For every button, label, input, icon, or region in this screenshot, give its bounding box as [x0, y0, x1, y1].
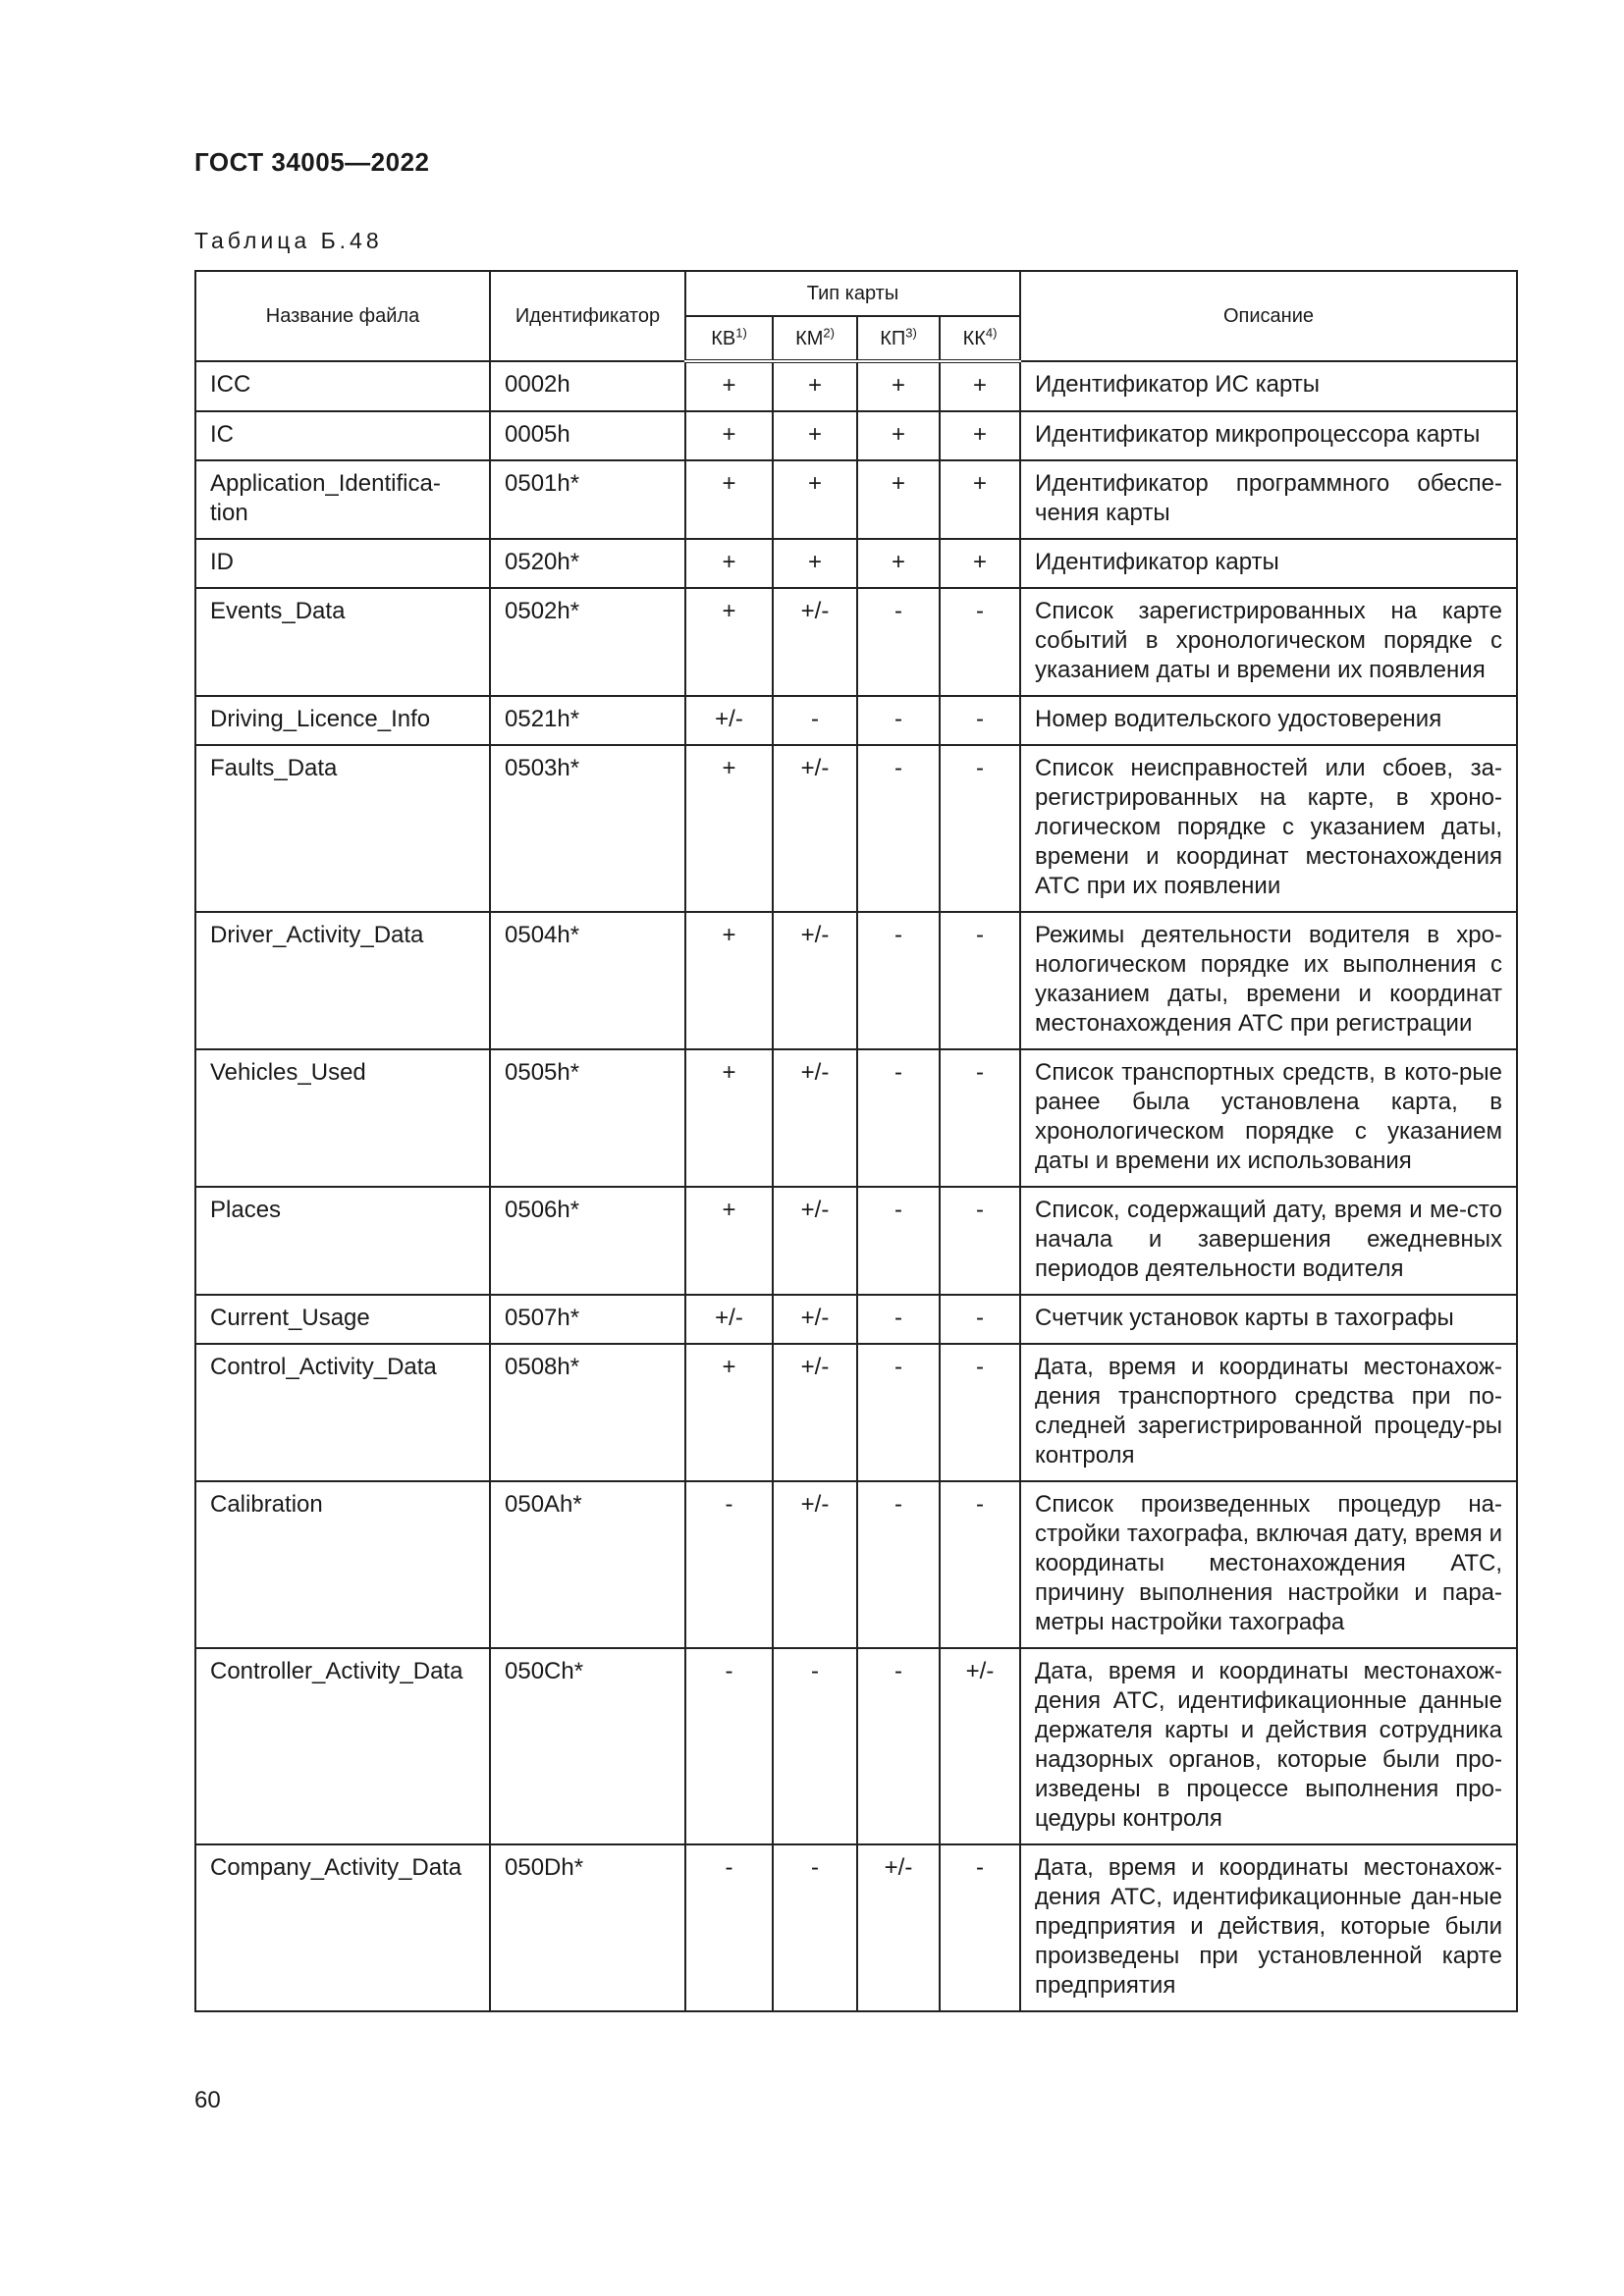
cell-description: Дата, время и координаты местонахож-дения транспортного средства при по-следней зарегистрированной процеду-ры контроля	[1020, 1344, 1517, 1481]
cell-kv: +	[685, 1187, 773, 1295]
cell-kp: +	[857, 361, 940, 411]
header-kv-footnote: 1)	[735, 324, 747, 340]
table-row	[195, 1049, 1517, 1187]
table-row	[195, 411, 1517, 460]
cell-description: Режимы деятельности водителя в хро-нологическом порядке их выполнения с указанием даты, времени и координат местонахождения АТС при регистрации	[1020, 912, 1517, 1049]
cell-description: Список транспортных средств, в кото-рые ранее была установлена карта, в хронологическом порядке с указанием даты и времени их использования	[1020, 1049, 1517, 1187]
cell-file-name: Application_Identifica-tion	[195, 460, 490, 539]
cell-kk: -	[940, 1344, 1020, 1481]
cell-kp: -	[857, 1295, 940, 1344]
cell-description: Дата, время и координаты местонахож-дения АТС, идентификационные дан-ные предприятия и действия, которые были произведены при установленной карте предприятия	[1020, 1844, 1517, 2011]
cell-km: -	[773, 1844, 857, 2011]
cell-file-name: Company_Activity_Data	[195, 1844, 490, 2011]
cell-km: -	[773, 1648, 857, 1844]
cell-km: +	[773, 460, 857, 539]
cell-kk: +/-	[940, 1648, 1020, 1844]
table-row	[195, 1187, 1517, 1295]
cell-identifier: 050Ch*	[490, 1648, 685, 1844]
header-kk	[940, 316, 1020, 361]
header-kp-footnote: 3)	[905, 324, 917, 340]
cell-kp: +	[857, 411, 940, 460]
table-row	[195, 696, 1517, 745]
cell-description: Счетчик установок карты в тахографы	[1020, 1295, 1517, 1344]
cell-file-name: IC	[195, 411, 490, 460]
cell-identifier: 0502h*	[490, 588, 685, 696]
cell-identifier: 0508h*	[490, 1344, 685, 1481]
cell-file-name: Controller_Activity_Data	[195, 1648, 490, 1844]
cell-description: Идентификатор ИС карты	[1020, 361, 1517, 411]
cell-description: Список зарегистрированных на карте событий в хронологическом порядке с указанием даты и времени их появления	[1020, 588, 1517, 696]
header-km-label: КМ	[795, 327, 824, 349]
cell-identifier: 050Ah*	[490, 1481, 685, 1648]
cell-kk: +	[940, 539, 1020, 588]
cell-kk: +	[940, 460, 1020, 539]
cell-kp: +/-	[857, 1844, 940, 2011]
cell-kk: -	[940, 1187, 1020, 1295]
table-caption: Таблица Б.48	[194, 228, 383, 253]
cell-km: +/-	[773, 1344, 857, 1481]
cell-kk: -	[940, 1844, 1020, 2011]
cell-kp: -	[857, 745, 940, 912]
cell-kv: +	[685, 1344, 773, 1481]
cell-kp: -	[857, 1049, 940, 1187]
cell-km: -	[773, 696, 857, 745]
table-row	[195, 539, 1517, 588]
table-row	[195, 1648, 1517, 1844]
cell-description: Дата, время и координаты местонахож-дения АТС, идентификационные данные держателя карты и действия сотрудника надзорных органов, которые были про-изведены в процессе выполнения про-цедуры контроля	[1020, 1648, 1517, 1844]
cell-kk: -	[940, 745, 1020, 912]
header-kk-label: КК	[962, 327, 986, 349]
header-kv	[685, 316, 773, 361]
cell-file-name: Calibration	[195, 1481, 490, 1648]
cell-kv: -	[685, 1648, 773, 1844]
cell-kk: -	[940, 1049, 1020, 1187]
header-km-footnote: 2)	[823, 324, 835, 340]
cell-km: +/-	[773, 588, 857, 696]
cell-file-name: Control_Activity_Data	[195, 1344, 490, 1481]
cell-km: +	[773, 361, 857, 411]
cell-kp: +	[857, 539, 940, 588]
cell-description: Список неисправностей или сбоев, за-регистрированных на карте, в хроно-логическом порядке с указанием даты, времени и координат местонахождения АТС при их появлении	[1020, 745, 1517, 912]
header-description: Описание	[1020, 271, 1517, 361]
table-row	[195, 1295, 1517, 1344]
header-card-type: Тип карты	[685, 271, 1020, 316]
cell-km: +/-	[773, 912, 857, 1049]
cell-kv: +	[685, 745, 773, 912]
cell-file-name: Current_Usage	[195, 1295, 490, 1344]
cell-kk: -	[940, 1295, 1020, 1344]
table-row	[195, 361, 1517, 411]
table-row	[195, 460, 1517, 539]
header-file-name: Название файла	[195, 271, 490, 361]
cell-identifier: 0505h*	[490, 1049, 685, 1187]
cell-file-name: Events_Data	[195, 588, 490, 696]
cell-file-name: Driver_Activity_Data	[195, 912, 490, 1049]
cell-description: Идентификатор программного обеспе-чения карты	[1020, 460, 1517, 539]
document-title: ГОСТ 34005—2022	[194, 147, 430, 177]
table-row	[195, 1844, 1517, 2011]
header-kp	[857, 316, 940, 361]
cell-description: Список, содержащий дату, время и ме-сто начала и завершения ежедневных периодов деятельности водителя	[1020, 1187, 1517, 1295]
cell-identifier: 0521h*	[490, 696, 685, 745]
data-table-container	[194, 270, 1516, 2012]
cell-kk: +	[940, 411, 1020, 460]
header-kv-label: КВ	[711, 327, 736, 349]
cell-km: +	[773, 539, 857, 588]
cell-file-name: Faults_Data	[195, 745, 490, 912]
table-row	[195, 588, 1517, 696]
cell-kv: +	[685, 912, 773, 1049]
cell-file-name: Vehicles_Used	[195, 1049, 490, 1187]
cell-kk: -	[940, 1481, 1020, 1648]
cell-kp: -	[857, 696, 940, 745]
page-number: 60	[194, 2087, 221, 2113]
cell-kk: -	[940, 912, 1020, 1049]
cell-kv: +/-	[685, 1295, 773, 1344]
cell-kp: -	[857, 1187, 940, 1295]
cell-km: +/-	[773, 745, 857, 912]
cell-identifier: 050Dh*	[490, 1844, 685, 2011]
cell-file-name: ID	[195, 539, 490, 588]
cell-kv: +	[685, 411, 773, 460]
cell-description: Номер водительского удостоверения	[1020, 696, 1517, 745]
cell-file-name: ICC	[195, 361, 490, 411]
cell-kv: +	[685, 588, 773, 696]
cell-kv: +	[685, 1049, 773, 1187]
table-row	[195, 1481, 1517, 1648]
cell-km: +/-	[773, 1481, 857, 1648]
header-km	[773, 316, 857, 361]
cell-kv: +	[685, 539, 773, 588]
header-kk-footnote: 4)	[985, 324, 998, 340]
cell-file-name: Places	[195, 1187, 490, 1295]
file-table	[194, 270, 1518, 2012]
table-row	[195, 912, 1517, 1049]
cell-identifier: 0005h	[490, 411, 685, 460]
cell-km: +/-	[773, 1295, 857, 1344]
cell-identifier: 0504h*	[490, 912, 685, 1049]
cell-identifier: 0507h*	[490, 1295, 685, 1344]
cell-kk: -	[940, 696, 1020, 745]
cell-kp: -	[857, 1481, 940, 1648]
table-row	[195, 1344, 1517, 1481]
cell-identifier: 0002h	[490, 361, 685, 411]
cell-file-name: Driving_Licence_Info	[195, 696, 490, 745]
cell-kv: +	[685, 361, 773, 411]
cell-description: Идентификатор микропроцессора карты	[1020, 411, 1517, 460]
cell-kv: +	[685, 460, 773, 539]
cell-description: Идентификатор карты	[1020, 539, 1517, 588]
header-kp-label: КП	[880, 327, 906, 349]
cell-description: Список произведенных процедур на-стройки тахографа, включая дату, время и координаты местонахождения АТС, причину выполнения настройки и пара-метры настройки тахографа	[1020, 1481, 1517, 1648]
cell-kp: -	[857, 1648, 940, 1844]
cell-identifier: 0503h*	[490, 745, 685, 912]
cell-identifier: 0501h*	[490, 460, 685, 539]
cell-km: +/-	[773, 1187, 857, 1295]
cell-km: +/-	[773, 1049, 857, 1187]
cell-km: +	[773, 411, 857, 460]
cell-kk: +	[940, 361, 1020, 411]
table-body	[195, 361, 1517, 2011]
cell-kv: -	[685, 1844, 773, 2011]
table-row	[195, 745, 1517, 912]
cell-kp: -	[857, 588, 940, 696]
cell-identifier: 0520h*	[490, 539, 685, 588]
cell-kp: -	[857, 1344, 940, 1481]
cell-kp: +	[857, 460, 940, 539]
cell-kk: -	[940, 588, 1020, 696]
header-identifier: Идентификатор	[490, 271, 685, 361]
cell-identifier: 0506h*	[490, 1187, 685, 1295]
cell-kp: -	[857, 912, 940, 1049]
cell-kv: +/-	[685, 696, 773, 745]
cell-kv: -	[685, 1481, 773, 1648]
